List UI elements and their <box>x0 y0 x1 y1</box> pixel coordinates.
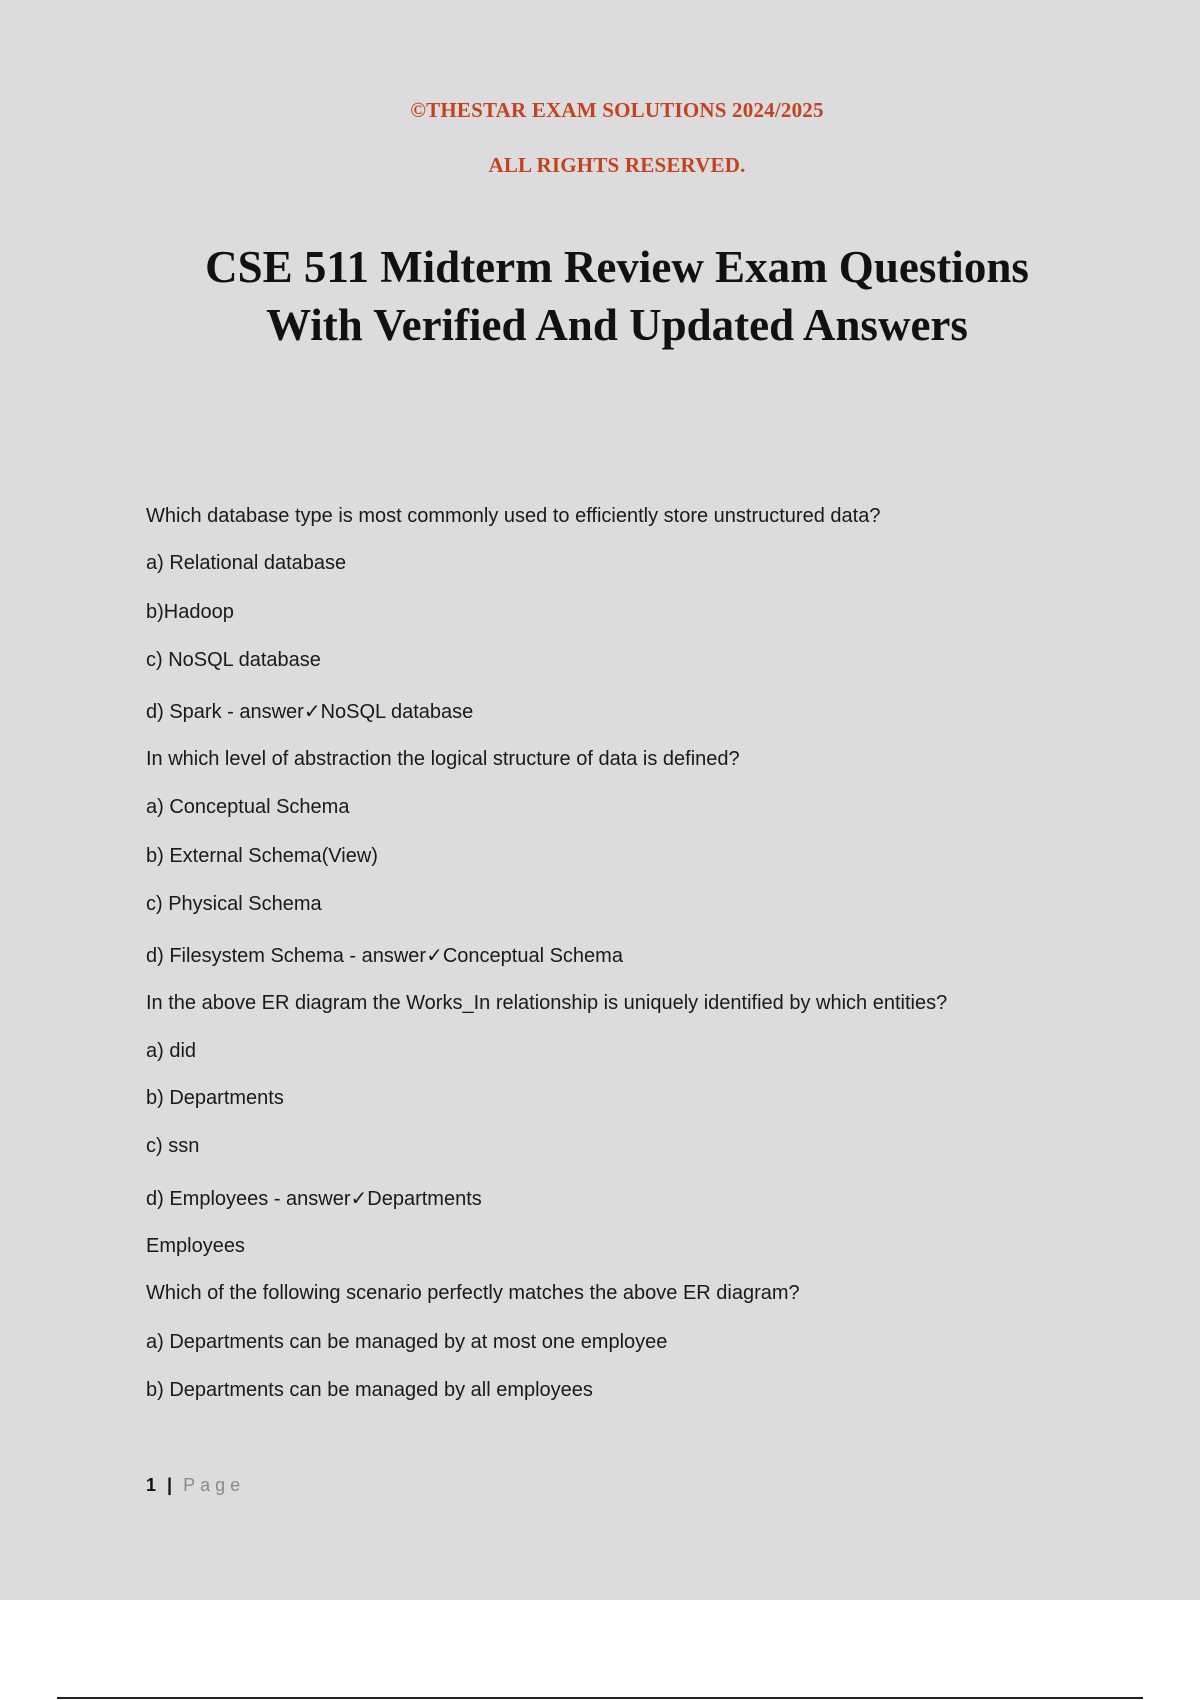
document-title-line-1: CSE 511 Midterm Review Exam Questions <box>205 242 1029 292</box>
answer-option: c) NoSQL database <box>146 649 321 671</box>
question-text: Which database type is most commonly used to efficiently store unstructured data? <box>146 505 881 527</box>
answer-option-with-key: d) Spark - answer✓NoSQL database <box>146 701 474 723</box>
page-label: Page <box>183 1475 246 1495</box>
page-footer <box>146 1475 245 1496</box>
answer-option-with-key: d) Employees - answer✓Departments <box>146 1188 482 1210</box>
answer-option: c) Physical Schema <box>146 893 322 915</box>
question-text: Which of the following scenario perfectly matches the above ER diagram? <box>146 1282 800 1304</box>
answer-option-with-key: d) Filesystem Schema - answer✓Conceptual Schema <box>146 945 623 967</box>
answer-option: b) External Schema(View) <box>146 845 378 867</box>
answer-option: a) Conceptual Schema <box>146 796 350 818</box>
page-number: 1 <box>146 1475 157 1495</box>
answer-continuation: Employees <box>146 1235 245 1257</box>
rights-reserved-notice: ALL RIGHTS RESERVED. <box>488 153 746 177</box>
answer-option: a) Relational database <box>146 552 347 574</box>
answer-option: a) did <box>146 1040 197 1062</box>
answer-option: b) Departments <box>146 1087 284 1109</box>
answer-option: a) Departments can be managed by at most one employee <box>146 1331 668 1353</box>
question-text: In which level of abstraction the logical structure of data is defined? <box>146 748 740 770</box>
page-separator: | <box>167 1475 173 1495</box>
document-title-line-2: With Verified And Updated Answers <box>266 300 968 350</box>
answer-option: c) ssn <box>146 1135 200 1157</box>
answer-option: b) Departments can be managed by all employees <box>146 1379 593 1401</box>
next-page-divider <box>57 1697 1143 1699</box>
answer-option: b)Hadoop <box>146 601 234 623</box>
question-text: In the above ER diagram the Works_In relationship is uniquely identified by which entities? <box>146 992 948 1014</box>
copyright-notice: ©THESTAR EXAM SOLUTIONS 2024/2025 <box>410 98 824 122</box>
